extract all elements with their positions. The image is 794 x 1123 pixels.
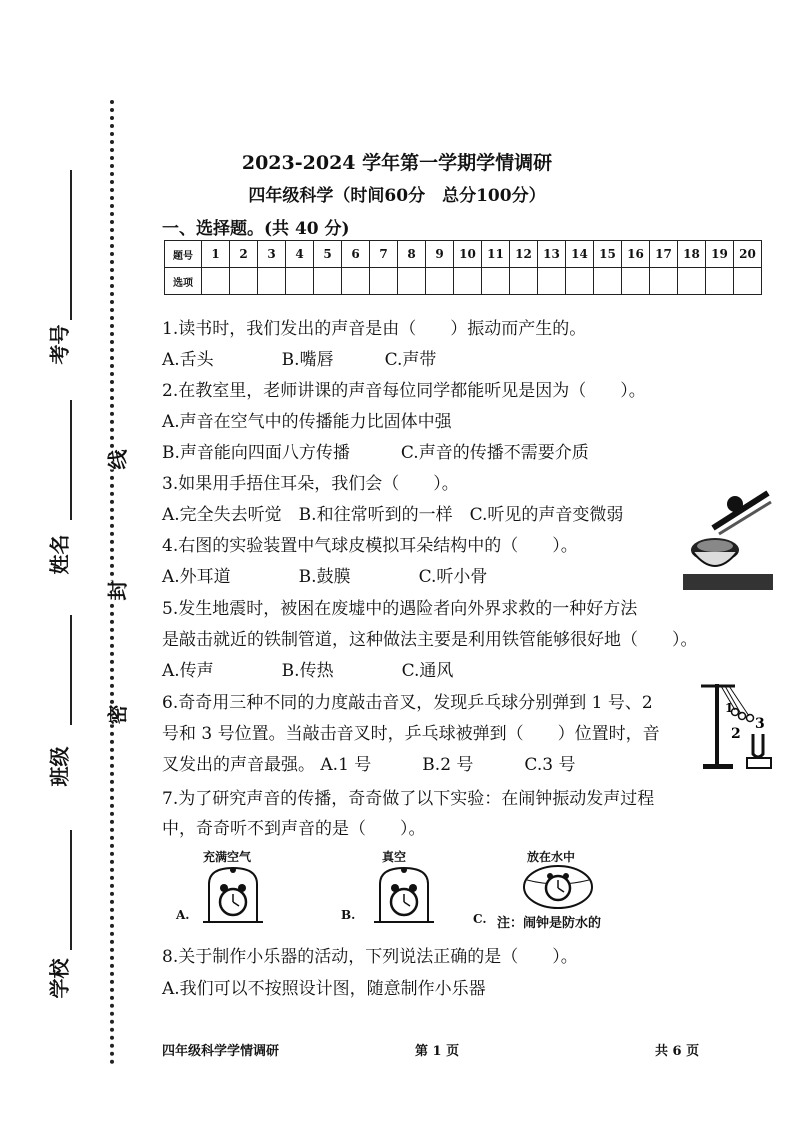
question-4: 4.右图的实验装置中气球皮模拟耳朵结构中的（ ）。 xyxy=(162,536,578,556)
answer-cell[interactable] xyxy=(342,268,370,295)
q7-letter-c: C. xyxy=(473,912,487,926)
answer-cell[interactable] xyxy=(594,268,622,295)
footer-page-number: 第 1 页 xyxy=(415,1044,460,1059)
answer-table-num: 8 xyxy=(398,241,426,268)
school-label: 学校 xyxy=(47,958,72,999)
question-8: 8.关于制作小乐器的活动，下列说法正确的是（ ）。 xyxy=(162,947,578,967)
answer-cell[interactable] xyxy=(398,268,426,295)
bell-jar-air-figure xyxy=(203,864,263,924)
question-2-options-bc: B.声音能向四面八方传播 C.声音的传播不需要介质 xyxy=(162,443,589,463)
answer-table-num: 9 xyxy=(426,241,454,268)
answer-cell[interactable] xyxy=(482,268,510,295)
seal-word-mi: 密 xyxy=(102,705,131,725)
question-2: 2.在教室里，老师讲课的声音每位同学都能听见是因为（ ）。 xyxy=(162,381,646,401)
answer-table-num: 2 xyxy=(230,241,258,268)
question-5-continued: 是敲击就近的铁制管道，这种做法主要是利用铁管能够很好地（ ）。 xyxy=(162,630,698,650)
answer-table-num: 15 xyxy=(594,241,622,268)
q7-c-note: 注：闹钟是防水的 xyxy=(497,916,602,931)
answer-cell[interactable] xyxy=(286,268,314,295)
q7-caption-a: 充满空气 xyxy=(203,850,252,864)
answer-table-num: 14 xyxy=(566,241,594,268)
answer-table-num: 10 xyxy=(454,241,482,268)
seal-word-line: 线 xyxy=(102,450,131,470)
footer-left: 四年级科学学情调研 xyxy=(162,1044,280,1059)
name-line xyxy=(70,400,72,520)
q7-caption-c: 放在水中 xyxy=(527,850,576,864)
fork-label-2: 2 xyxy=(731,726,741,742)
answer-cell[interactable] xyxy=(734,268,762,295)
fork-label-3: 3 xyxy=(755,716,765,732)
question-4-options: A.外耳道 B.鼓膜 C.听小骨 xyxy=(162,567,488,587)
answer-table-num: 17 xyxy=(650,241,678,268)
answer-table-num: 18 xyxy=(678,241,706,268)
question-7: 7.为了研究声音的传播，奇奇做了以下实验：在闹钟振动发声过程 xyxy=(162,789,655,809)
answer-table-num: 6 xyxy=(342,241,370,268)
page-subtitle: 四年级科学（时间60分 总分100分） xyxy=(248,186,546,206)
question-5: 5.发生地震时，被困在废墟中的遇险者向外界求救的一种好方法 xyxy=(162,599,638,619)
answer-table-num: 19 xyxy=(706,241,734,268)
answer-table-row1-label: 题号 xyxy=(165,241,202,268)
answer-table-num: 3 xyxy=(258,241,286,268)
answer-cell[interactable] xyxy=(538,268,566,295)
question-2-option-a: A.声音在空气中的传播能力比固体中强 xyxy=(162,412,452,432)
bell-jar-vacuum-figure xyxy=(374,864,434,924)
answer-table-num: 4 xyxy=(286,241,314,268)
question-3-options: A.完全失去听觉 B.和往常听到的一样 C.听见的声音变微弱 xyxy=(162,505,624,525)
answer-cell[interactable] xyxy=(566,268,594,295)
answer-table-number-row xyxy=(165,241,762,268)
answer-cell[interactable] xyxy=(678,268,706,295)
question-6: 6.奇奇用三种不同的力度敲击音叉，发现乒乓球分别弹到 1 号、2 xyxy=(162,693,653,713)
name-label: 姓名 xyxy=(47,534,72,575)
answer-table-num: 7 xyxy=(370,241,398,268)
answer-cell[interactable] xyxy=(706,268,734,295)
ear-model-figure xyxy=(683,488,773,598)
answer-cell[interactable] xyxy=(622,268,650,295)
question-8-option-a: A.我们可以不按照设计图，随意制作小乐器 xyxy=(162,979,486,999)
answer-cell[interactable] xyxy=(230,268,258,295)
answer-table-num: 11 xyxy=(482,241,510,268)
answer-table-num: 20 xyxy=(734,241,762,268)
clock-in-water-figure xyxy=(521,864,595,910)
answer-cell[interactable] xyxy=(314,268,342,295)
school-line xyxy=(70,830,72,950)
section-heading: 一、选择题。(共 40 分) xyxy=(162,219,350,239)
answer-table-num: 12 xyxy=(510,241,538,268)
question-6-options: 叉发出的声音最强。 A.1 号 B.2 号 C.3 号 xyxy=(162,755,576,775)
answer-cell[interactable] xyxy=(202,268,230,295)
page-title: 2023-2024 学年第一学期学情调研 xyxy=(241,152,553,174)
question-6-continued: 号和 3 号位置。当敲击音叉时，乒乓球被弹到（ ）位置时，音 xyxy=(162,724,660,744)
question-3: 3.如果用手捂住耳朵，我们会（ ）。 xyxy=(162,474,459,494)
q7-caption-b: 真空 xyxy=(382,850,407,864)
question-5-options: A.传声 B.传热 C.通风 xyxy=(162,661,454,681)
exam-no-label: 考号 xyxy=(47,324,72,365)
q7-letter-a: A. xyxy=(176,908,190,922)
answer-table-num: 5 xyxy=(314,241,342,268)
answer-cell[interactable] xyxy=(454,268,482,295)
answer-cell[interactable] xyxy=(258,268,286,295)
seal-word-feng: 封 xyxy=(102,581,131,601)
answer-table-num: 16 xyxy=(622,241,650,268)
answer-table xyxy=(164,240,762,295)
tuning-fork-figure xyxy=(695,672,775,777)
class-line xyxy=(70,615,72,725)
answer-cell[interactable] xyxy=(510,268,538,295)
question-1: 1.读书时，我们发出的声音是由（ ）振动而产生的。 xyxy=(162,319,587,339)
class-label: 班级 xyxy=(47,746,72,787)
question-7-continued: 中，奇奇听不到声音的是（ ）。 xyxy=(162,819,426,839)
answer-table-num: 1 xyxy=(202,241,230,268)
footer-total-pages: 共 6 页 xyxy=(655,1044,700,1059)
answer-cell[interactable] xyxy=(370,268,398,295)
answer-table-num: 13 xyxy=(538,241,566,268)
q7-letter-b: B. xyxy=(341,908,356,922)
answer-cell[interactable] xyxy=(650,268,678,295)
fork-label-1: 1 xyxy=(725,701,734,715)
answer-table-answer-row xyxy=(165,268,762,295)
question-1-options: A.舌头 B.嘴唇 C.声带 xyxy=(162,350,437,370)
answer-cell[interactable] xyxy=(426,268,454,295)
answer-table-row2-label: 选项 xyxy=(165,268,202,295)
